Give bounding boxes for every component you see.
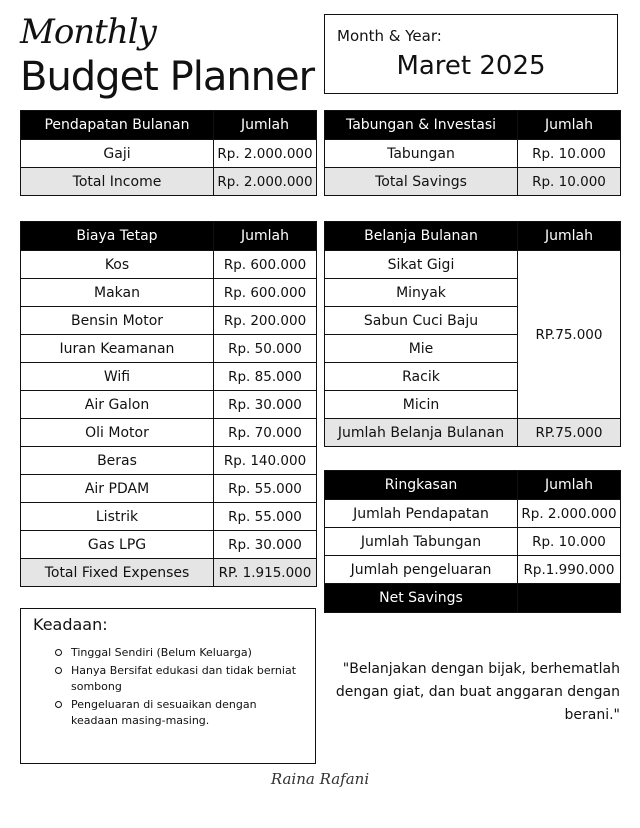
item-cell: Listrik [21, 503, 214, 531]
month-year-box [324, 14, 618, 94]
item-cell: Wifi [21, 363, 214, 391]
item-cell: Sabun Cuci Baju [325, 307, 518, 335]
item-cell: Jumlah Tabungan [325, 528, 518, 556]
total-row [21, 168, 317, 196]
amount-cell: Rp. 30.000 [214, 391, 317, 419]
item-cell: Tabungan [325, 140, 518, 168]
amount-cell: Rp. 10.000 [518, 528, 621, 556]
item-cell: Air PDAM [21, 475, 214, 503]
amount-cell: Rp.1.990.000 [518, 556, 621, 584]
item-cell: Bensin Motor [21, 307, 214, 335]
table-row [21, 307, 317, 335]
list-item [71, 645, 299, 661]
month-year-label: Month & Year: [337, 27, 442, 45]
item-cell: Total Fixed Expenses [21, 559, 214, 587]
circle-bullet-icon [55, 701, 62, 708]
month-year-value: Maret 2025 [396, 51, 546, 81]
table-row [21, 391, 317, 419]
amount-cell: Rp. 10.000 [518, 140, 621, 168]
item-cell: Iuran Keamanan [21, 335, 214, 363]
column-header: Belanja Bulanan [325, 222, 518, 251]
table-row [325, 500, 621, 528]
net-savings-value [518, 584, 621, 613]
amount-cell: Rp. 55.000 [214, 503, 317, 531]
table-row [21, 531, 317, 559]
summary-table [324, 470, 621, 613]
notes-heading: Keadaan: [33, 615, 108, 634]
table-row [21, 335, 317, 363]
quote-text: "Belanjakan dengan bijak, berhematlah dengan giat, dan buat anggaran dengan berani." [335, 661, 620, 723]
circle-bullet-icon [55, 667, 62, 674]
item-cell: Beras [21, 447, 214, 475]
item-cell: Gas LPG [21, 531, 214, 559]
table-header [325, 222, 621, 251]
table-header [21, 222, 317, 251]
item-cell: Total Income [21, 168, 214, 196]
income-table [20, 110, 317, 196]
amount-cell: Rp. 55.000 [214, 475, 317, 503]
table-header [325, 111, 621, 140]
amount-cell: Rp. 140.000 [214, 447, 317, 475]
table-row [21, 140, 317, 168]
fixed-costs-table [20, 221, 317, 587]
net-savings-label: Net Savings [325, 584, 518, 613]
column-header: Pendapatan Bulanan [21, 111, 214, 140]
item-cell: Micin [325, 391, 518, 419]
monthly-shopping-table [324, 221, 621, 447]
table-row [21, 503, 317, 531]
column-header: Jumlah [518, 471, 621, 500]
amount-cell: Rp. 2.000.000 [518, 500, 621, 528]
table-row [21, 251, 317, 279]
amount-cell: Rp. 50.000 [214, 335, 317, 363]
page-title: Budget Planner [20, 54, 315, 100]
amount-cell: RP.75.000 [518, 251, 621, 419]
table-row [325, 528, 621, 556]
table-row [21, 363, 317, 391]
total-row [325, 168, 621, 196]
item-cell: Kos [21, 251, 214, 279]
table-row [21, 475, 317, 503]
savings-table [324, 110, 621, 196]
column-header: Jumlah [518, 222, 621, 251]
note-text: Pengeluaran di sesuaikan dengan keadaan masing-masing. [71, 698, 257, 727]
table-row [21, 447, 317, 475]
list-item [71, 697, 299, 729]
table-row [325, 251, 621, 279]
amount-cell: Rp. 85.000 [214, 363, 317, 391]
column-header: Jumlah [214, 222, 317, 251]
table-row [21, 419, 317, 447]
item-cell: Air Galon [21, 391, 214, 419]
table-row [21, 279, 317, 307]
item-cell: Oli Motor [21, 419, 214, 447]
amount-cell: Rp. 600.000 [214, 251, 317, 279]
item-cell: Gaji [21, 140, 214, 168]
net-savings-row [325, 584, 621, 613]
total-row [21, 559, 317, 587]
item-cell: Mie [325, 335, 518, 363]
list-item [71, 663, 299, 695]
item-cell: Makan [21, 279, 214, 307]
note-text: Tinggal Sendiri (Belum Keluarga) [71, 646, 252, 659]
item-cell: Total Savings [325, 168, 518, 196]
column-header: Jumlah [214, 111, 317, 140]
amount-cell: Rp. 10.000 [518, 168, 621, 196]
total-row [325, 419, 621, 447]
column-header: Ringkasan [325, 471, 518, 500]
item-cell: Racik [325, 363, 518, 391]
amount-cell: RP.75.000 [518, 419, 621, 447]
table-header [21, 111, 317, 140]
column-header: Jumlah [518, 111, 621, 140]
item-cell: Minyak [325, 279, 518, 307]
amount-cell: Rp. 30.000 [214, 531, 317, 559]
table-row [325, 140, 621, 168]
item-cell: Jumlah pengeluaran [325, 556, 518, 584]
amount-cell: Rp. 70.000 [214, 419, 317, 447]
notes-box [20, 608, 316, 764]
amount-cell: Rp. 600.000 [214, 279, 317, 307]
notes-list [71, 645, 299, 731]
amount-cell: Rp. 200.000 [214, 307, 317, 335]
column-header: Biaya Tetap [21, 222, 214, 251]
table-row [325, 556, 621, 584]
column-header: Tabungan & Investasi [325, 111, 518, 140]
signature: Raina Rafani [270, 770, 370, 788]
item-cell: Jumlah Belanja Bulanan [325, 419, 518, 447]
amount-cell: RP. 1.915.000 [214, 559, 317, 587]
note-text: Hanya Bersifat edukasi dan tidak berniat sombong [71, 664, 297, 693]
item-cell: Sikat Gigi [325, 251, 518, 279]
amount-cell: Rp. 2.000.000 [214, 140, 317, 168]
table-header [325, 471, 621, 500]
item-cell: Jumlah Pendapatan [325, 500, 518, 528]
title-script: Monthly [20, 12, 156, 52]
amount-cell: Rp. 2.000.000 [214, 168, 317, 196]
circle-bullet-icon [55, 649, 62, 656]
